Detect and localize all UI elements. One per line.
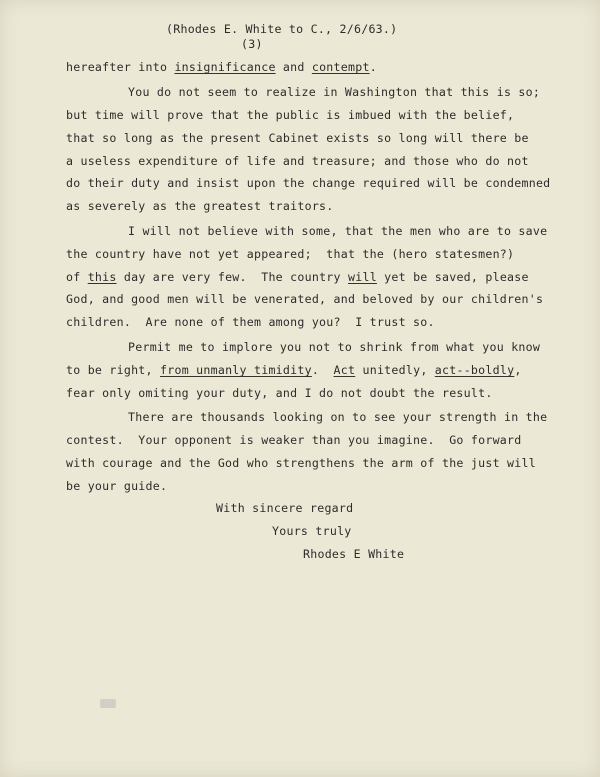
text-run: of [66, 270, 88, 284]
text-run: yet be saved, please [376, 270, 529, 284]
body-line-19: be your guide. [66, 479, 168, 493]
body-line-8: I will not believe with some, that the men who are to save [128, 224, 548, 238]
closing-regard: With sincere regard [216, 501, 354, 515]
text-run: unitedly, [355, 363, 435, 377]
body-line-13: Permit me to implore you not to shrink from what you know [128, 340, 541, 354]
text-run: day are very few. The country [116, 270, 348, 284]
body-line-1 [66, 60, 377, 74]
page-number: (3) [241, 37, 263, 51]
text-run: . [369, 60, 377, 74]
body-line-15: fear only omiting your duty, and I do not doubt the result. [66, 386, 493, 400]
underlined-act-boldly: act--boldly [434, 363, 515, 377]
body-line-17: contest. Your opponent is weaker than you imagine. Go forward [66, 433, 522, 447]
underlined-contempt: contempt [311, 60, 370, 74]
body-line-9: the country have not yet appeared; that the (hero statesmen?) [66, 247, 515, 261]
body-line-18: with courage and the God who strengthens the arm of the just will [66, 456, 536, 470]
underlined-act: Act [333, 363, 356, 377]
text-run: hereafter into [66, 60, 175, 74]
body-line-5: a useless expenditure of life and treasure; and those who do not [66, 154, 529, 168]
text-run: , [514, 363, 522, 377]
underlined-this: this [87, 270, 117, 284]
body-line-14 [66, 363, 522, 377]
body-line-4: that so long as the present Cabinet exists so long will there be [66, 131, 529, 145]
letter-reference-header: (Rhodes E. White to C., 2/6/63.) [166, 22, 398, 36]
underlined-from-unmanly-timidity: from unmanly timidity [160, 363, 312, 377]
underlined-will: will [348, 270, 377, 284]
text-run: . [311, 363, 334, 377]
closing-yours-truly: Yours truly [272, 524, 352, 538]
paper-smudge [100, 699, 116, 708]
body-line-16: There are thousands looking on to see your strength in the [128, 410, 548, 424]
body-line-12: children. Are none of them among you? I trust so. [66, 315, 435, 329]
body-line-3: but time will prove that the public is imbued with the belief, [66, 108, 515, 122]
body-line-2: You do not seem to realize in Washington that this is so; [128, 85, 541, 99]
body-line-7: as severely as the greatest traitors. [66, 199, 334, 213]
underlined-insignificance: insignificance [174, 60, 276, 74]
signature: Rhodes E White [303, 547, 405, 561]
text-run: and [275, 60, 312, 74]
body-line-10 [66, 270, 529, 284]
text-run: to be right, [66, 363, 160, 377]
body-line-11: God, and good men will be venerated, and beloved by our children's [66, 292, 544, 306]
body-line-6: do their duty and insist upon the change required will be condemned [66, 176, 551, 190]
